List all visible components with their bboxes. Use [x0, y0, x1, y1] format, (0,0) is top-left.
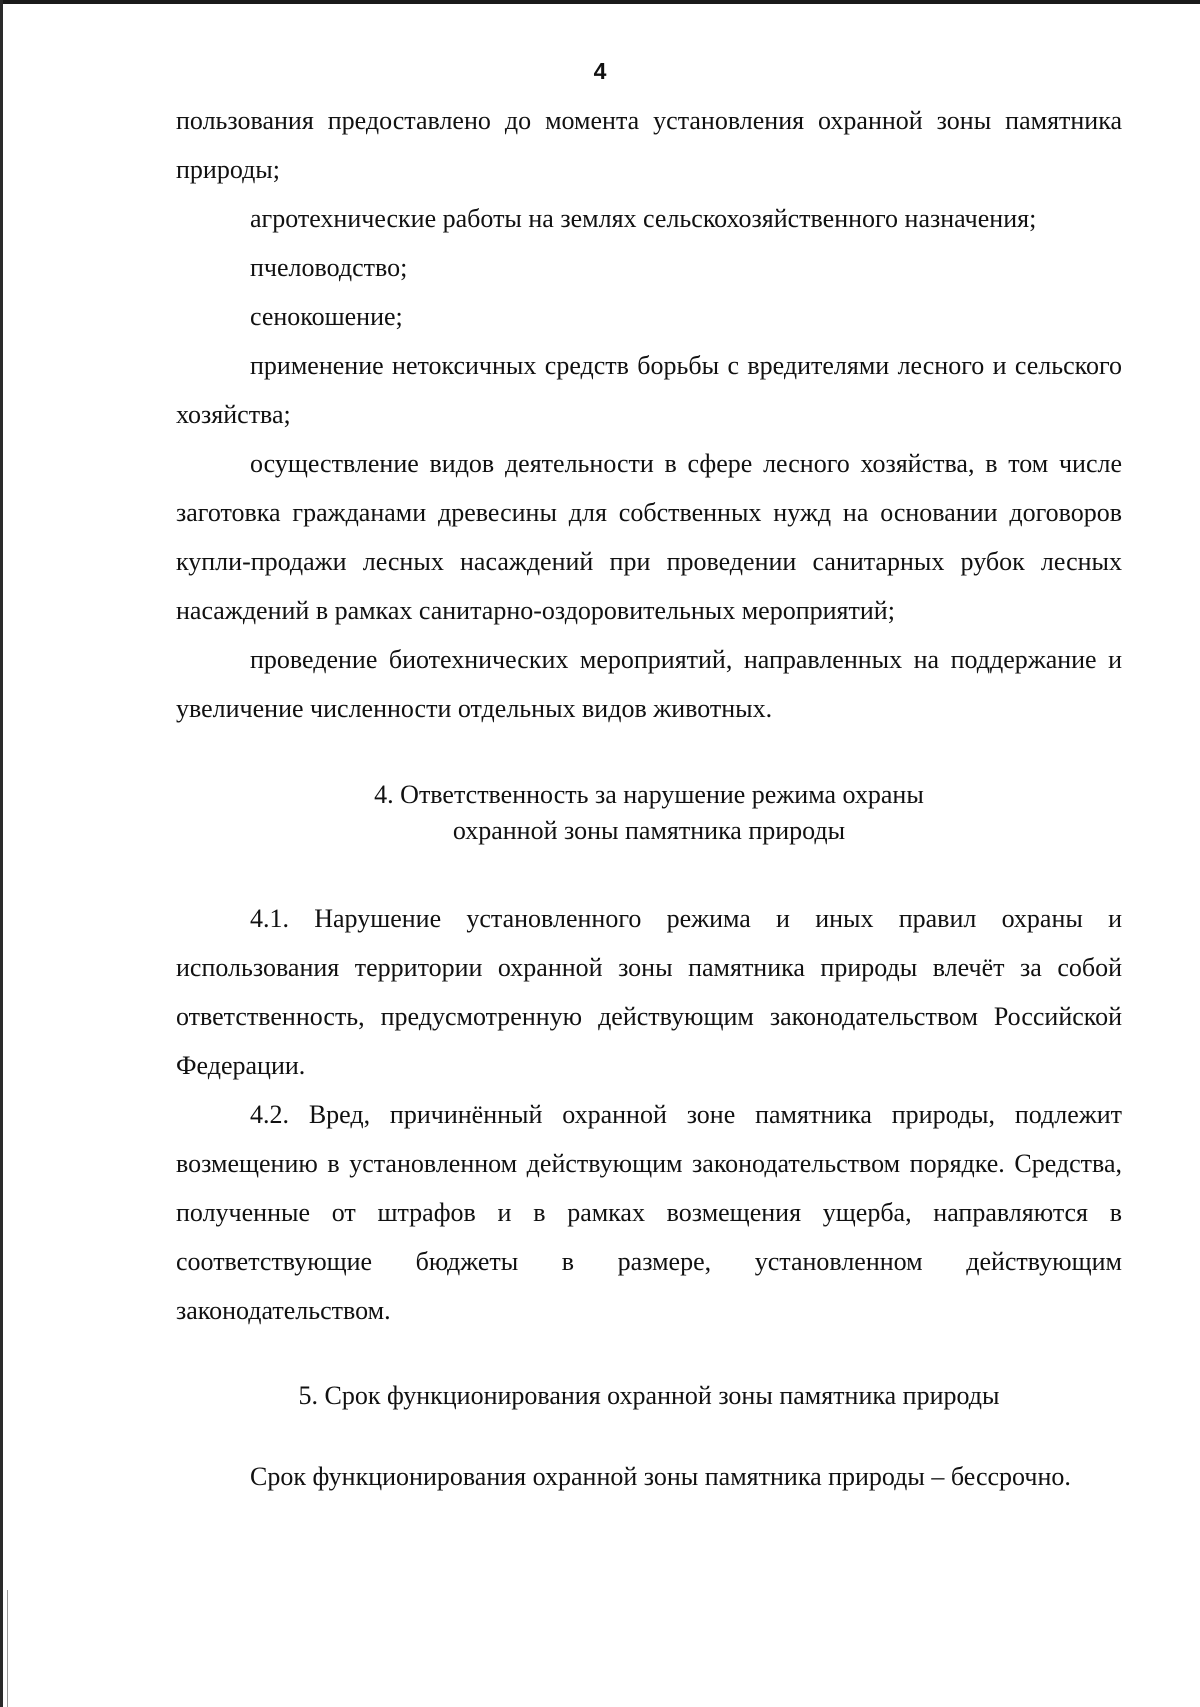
- section-4-heading-line1: 4. Ответственность за нарушение режима охраны: [374, 780, 924, 809]
- list-item-agrotechnical-works: агротехнические работы на землях сельскохозяйственного назначения;: [250, 204, 1037, 233]
- section-5-heading: 5. Срок функционирования охранной зоны памятника природы: [298, 1381, 1000, 1410]
- paragraph-continuation: пользования предоставлено до момента установления охранной зоны памятника природы;: [176, 106, 1122, 184]
- list-item-forestry: осуществление видов деятельности в сфере лесного хозяйства, в том числе заготовка гражданами древесины для собственных нужд на основании договоров купли-продажи лесных насаждений при проведении санитарных рубок лесных насаждений в рамках санитарно-оздоровительных мероприятий;: [176, 449, 1122, 625]
- scan-left-edge-mark: [7, 1590, 8, 1707]
- list-item-biotechnical-measures: проведение биотехнических мероприятий, направленных на поддержание и увеличение численности отдельных видов животных.: [176, 645, 1122, 723]
- list-item-beekeeping: пчеловодство;: [250, 253, 408, 282]
- clause-4-2: 4.2. Вред, причинённый охранной зоне памятника природы, подлежит возмещению в установленном действующим законодательством порядке. Средства, полученные от штрафов и в рамках возмещения ущерба, направляются в соответствующие бюджеты в размере, установленном действующим законодательством.: [176, 1100, 1122, 1325]
- list-item-pest-control: применение нетоксичных средств борьбы с вредителями лесного и сельского хозяйства;: [176, 351, 1122, 429]
- clause-4-1: 4.1. Нарушение установленного режима и иных правил охраны и использования территории охранной зоны памятника природы влечёт за собой ответственность, предусмотренную действующим законодательством Российской Федерации.: [176, 904, 1122, 1080]
- page-number: 4: [593, 58, 607, 84]
- scan-left-edge: [0, 0, 3, 1707]
- document-body: [176, 96, 1122, 1501]
- scan-top-edge: [0, 0, 1200, 4]
- section-4-heading-line2: охранной зоны памятника природы: [452, 816, 846, 845]
- section-5-text: Срок функционирования охранной зоны памятника природы – бессрочно.: [250, 1462, 1071, 1491]
- list-item-haymaking: сенокошение;: [250, 302, 403, 331]
